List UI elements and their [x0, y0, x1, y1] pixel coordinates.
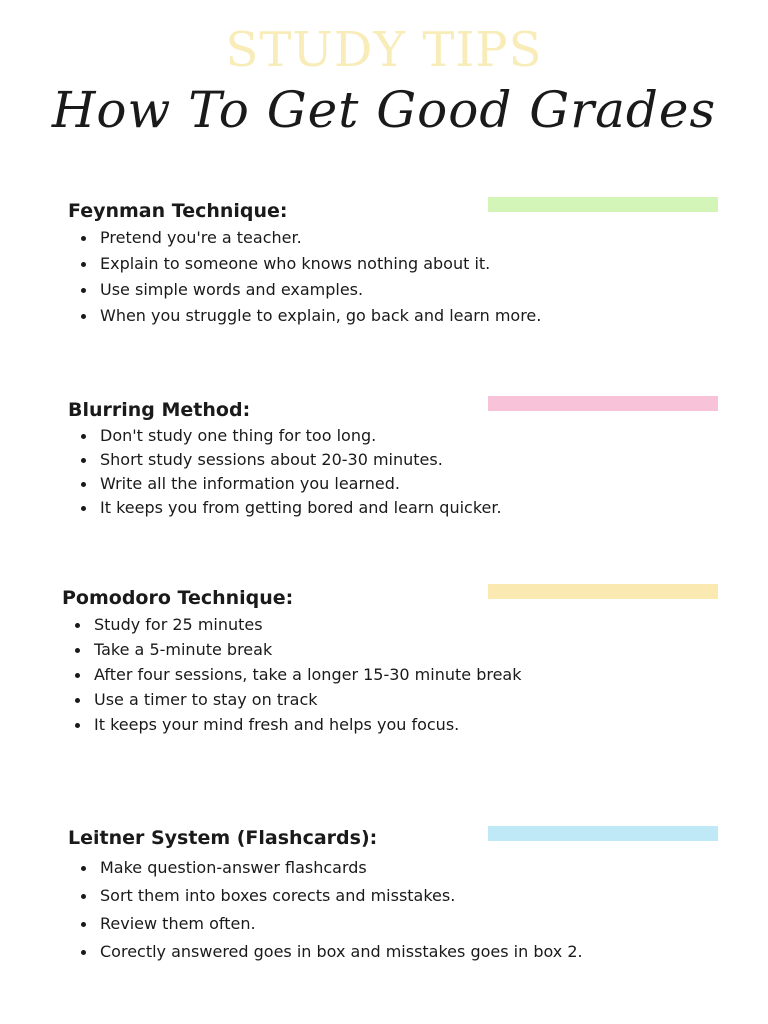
- bullet-list: [78, 856, 583, 964]
- section-heading: Feynman Technique:: [68, 200, 288, 222]
- bullet-list: [78, 226, 541, 328]
- accent-bar: [488, 197, 718, 212]
- section-heading: Pomodoro Technique:: [62, 587, 294, 609]
- list-item: Don't study one thing for too long.: [78, 424, 502, 448]
- list-item: After four sessions, take a longer 15-30 minute break: [72, 663, 522, 687]
- list-item: It keeps your mind fresh and helps you focus.: [72, 713, 522, 737]
- accent-bar: [488, 584, 718, 599]
- list-item: Make question-answer flashcards: [78, 856, 583, 880]
- bullet-list: [78, 424, 502, 520]
- list-item: Pretend you're a teacher.: [78, 226, 541, 250]
- section-heading: Leitner System (Flashcards):: [68, 827, 378, 849]
- list-item: Short study sessions about 20-30 minutes.: [78, 448, 502, 472]
- bullet-list: [72, 613, 522, 737]
- list-item: Use simple words and examples.: [78, 278, 541, 302]
- page-subtitle: How To Get Good Grades: [51, 81, 717, 139]
- section-heading: Blurring Method:: [68, 399, 251, 421]
- list-item: Review them often.: [78, 912, 583, 936]
- list-item: It keeps you from getting bored and learn quicker.: [78, 496, 502, 520]
- list-item: Write all the information you learned.: [78, 472, 502, 496]
- list-item: Use a timer to stay on track: [72, 688, 522, 712]
- page-title: STUDY TIPS: [225, 22, 543, 78]
- list-item: Take a 5-minute break: [72, 638, 522, 662]
- list-item: Sort them into boxes corects and misstakes.: [78, 884, 583, 908]
- accent-bar: [488, 396, 718, 411]
- list-item: Explain to someone who knows nothing about it.: [78, 252, 541, 276]
- list-item: Study for 25 minutes: [72, 613, 522, 637]
- accent-bar: [488, 826, 718, 841]
- list-item: Corectly answered goes in box and misstakes goes in box 2.: [78, 940, 583, 964]
- list-item: When you struggle to explain, go back and learn more.: [78, 304, 541, 328]
